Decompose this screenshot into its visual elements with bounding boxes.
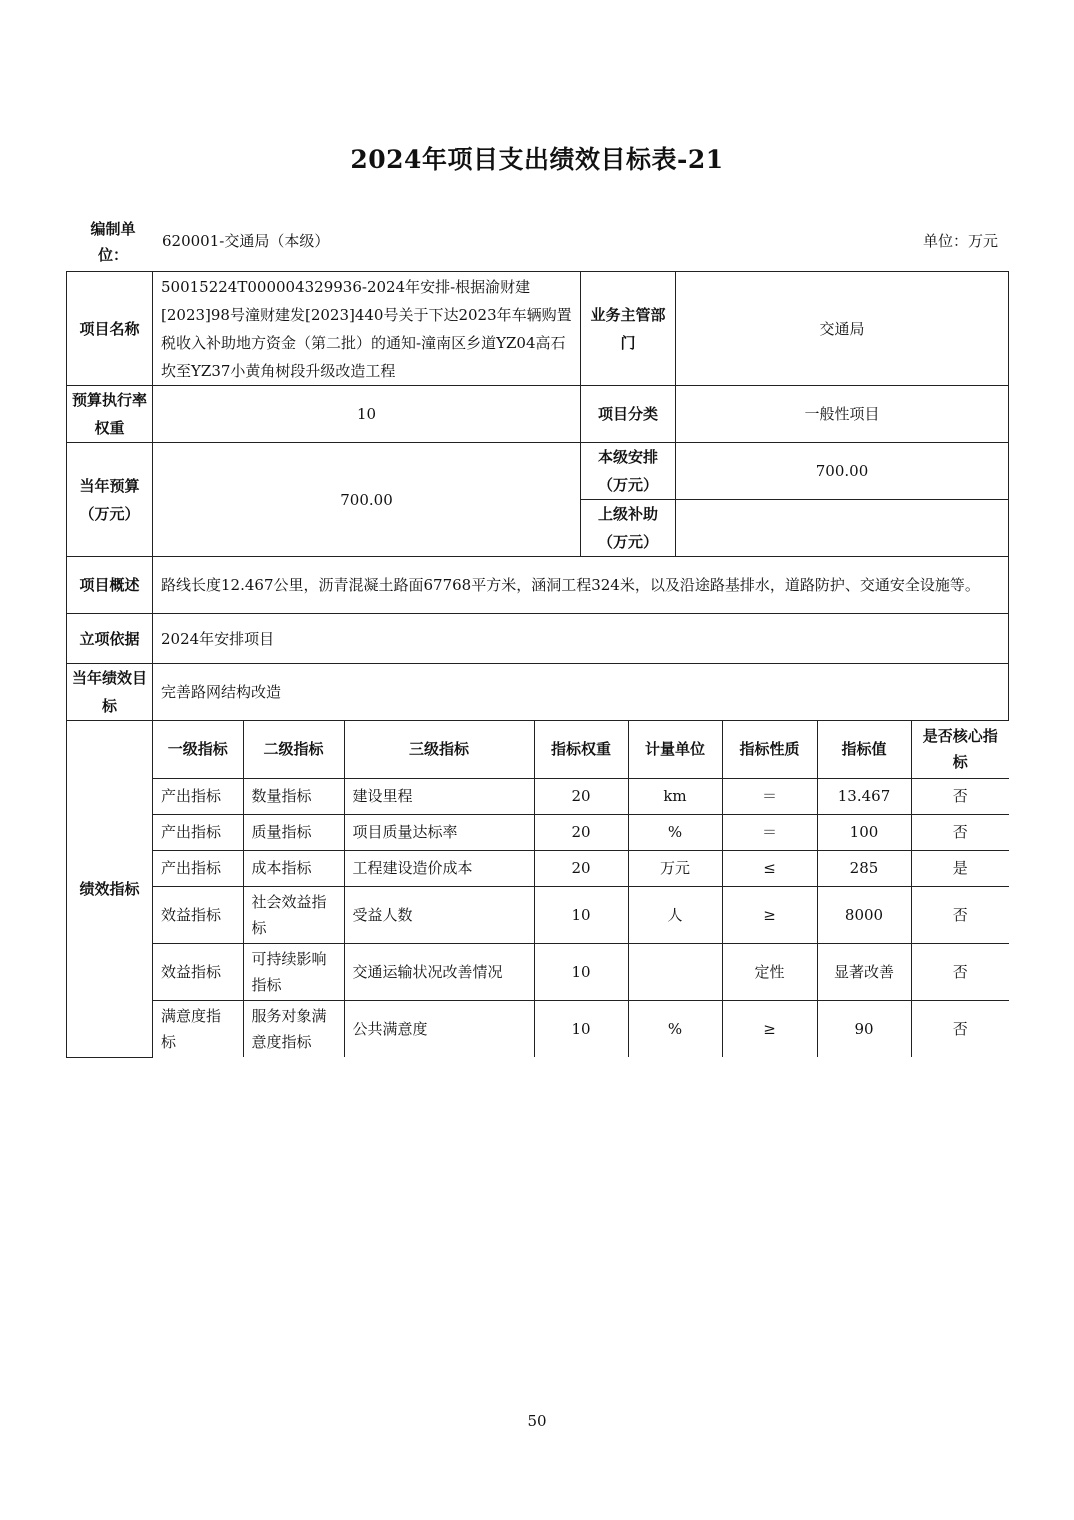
weight-cell: 10	[534, 1000, 628, 1057]
level2-cell: 质量指标	[243, 814, 344, 850]
value-cell: 90	[817, 1000, 911, 1057]
nature-cell: ≤	[722, 850, 817, 886]
upper-funding-value	[676, 500, 1009, 557]
category-label: 项目分类	[581, 386, 676, 443]
nature-cell: ＝	[722, 778, 817, 814]
weight-label: 预算执行率权重	[67, 386, 153, 443]
indicators-table	[153, 721, 1009, 1057]
local-funding-label: 本级安排（万元）	[581, 443, 676, 500]
value-cell: 8000	[817, 886, 911, 943]
value-cell: 显著改善	[817, 943, 911, 1000]
upper-funding-label: 上级补助（万元）	[581, 500, 676, 557]
level3-cell: 受益人数	[344, 886, 534, 943]
table-row	[153, 1000, 1009, 1057]
level2-cell: 社会效益指标	[243, 886, 344, 943]
weight-cell: 10	[534, 886, 628, 943]
level1-cell: 产出指标	[153, 778, 243, 814]
level1-cell: 效益指标	[153, 886, 243, 943]
overview-label: 项目概述	[67, 557, 153, 614]
performance-table	[66, 271, 1009, 1058]
category-value: 一般性项目	[676, 386, 1009, 443]
header-level3: 三级指标	[344, 721, 534, 778]
level1-cell: 产出指标	[153, 850, 243, 886]
project-name-label: 项目名称	[67, 272, 153, 386]
unit-cell: %	[628, 814, 722, 850]
unit-label: 编制单位：	[90, 220, 136, 264]
header-value: 指标值	[817, 721, 911, 778]
currency-unit: 单位：万元	[922, 232, 998, 250]
project-name-value: 50015224T000004329936-2024年安排-根据渝财建[2023]98号潼财建发[2023]440号关于下达2023年车辆购置税收入补助地方资金（第二批）的通知-潼南区乡道YZ04高石坎至YZ37小黄角树段升级改造工程	[153, 272, 581, 386]
basis-label: 立项依据	[67, 614, 153, 664]
goal-label: 当年绩效目标	[67, 664, 153, 721]
basis-value: 2024年安排项目	[153, 614, 1009, 664]
unit-cell: 万元	[628, 850, 722, 886]
level3-cell: 项目质量达标率	[344, 814, 534, 850]
header-row	[66, 216, 1008, 270]
overview-value: 路线长度12.467公里，沥青混凝土路面67768平方米，涵洞工程324米，以及沿途路基排水，道路防护、交通安全设施等。	[153, 557, 1009, 614]
level2-cell: 可持续影响指标	[243, 943, 344, 1000]
level2-cell: 服务对象满意度指标	[243, 1000, 344, 1057]
level3-cell: 交通运输状况改善情况	[344, 943, 534, 1000]
nature-cell: ≥	[722, 886, 817, 943]
table-row	[153, 778, 1009, 814]
core-cell: 否	[911, 886, 1009, 943]
table-row	[153, 850, 1009, 886]
level3-cell: 公共满意度	[344, 1000, 534, 1057]
goal-value: 完善路网结构改造	[153, 664, 1009, 721]
weight-cell: 20	[534, 778, 628, 814]
core-cell: 否	[911, 814, 1009, 850]
value-cell: 285	[817, 850, 911, 886]
unit-value: 620001-交通局（本级）	[162, 232, 330, 250]
local-funding-value: 700.00	[676, 443, 1009, 500]
nature-cell: ≥	[722, 1000, 817, 1057]
core-cell: 否	[911, 778, 1009, 814]
weight-cell: 10	[534, 943, 628, 1000]
dept-value: 交通局	[676, 272, 1009, 386]
nature-cell: 定性	[722, 943, 817, 1000]
core-cell: 否	[911, 943, 1009, 1000]
weight-cell: 20	[534, 814, 628, 850]
value-cell: 100	[817, 814, 911, 850]
level2-cell: 成本指标	[243, 850, 344, 886]
header-nature: 指标性质	[722, 721, 817, 778]
core-cell: 否	[911, 1000, 1009, 1057]
nature-cell: ＝	[722, 814, 817, 850]
table-row	[153, 943, 1009, 1000]
level3-cell: 建设里程	[344, 778, 534, 814]
level3-cell: 工程建设造价成本	[344, 850, 534, 886]
dept-label: 业务主管部门	[581, 272, 676, 386]
weight-cell: 20	[534, 850, 628, 886]
budget-value: 700.00	[153, 443, 581, 557]
header-unit: 计量单位	[628, 721, 722, 778]
unit-cell: %	[628, 1000, 722, 1057]
indicators-cell	[153, 721, 1009, 1058]
unit-cell: 人	[628, 886, 722, 943]
header-level2: 二级指标	[243, 721, 344, 778]
page-title: 2024年项目支出绩效目标表-21	[350, 145, 724, 174]
indicators-label: 绩效指标	[67, 721, 153, 1058]
level1-cell: 满意度指标	[153, 1000, 243, 1057]
level1-cell: 产出指标	[153, 814, 243, 850]
core-cell: 是	[911, 850, 1009, 886]
header-level1: 一级指标	[153, 721, 243, 778]
table-row	[153, 814, 1009, 850]
page-number: 50	[527, 1412, 547, 1430]
unit-cell	[628, 943, 722, 1000]
table-row	[153, 886, 1009, 943]
header-core: 是否核心指标	[911, 721, 1009, 778]
unit-cell: km	[628, 778, 722, 814]
budget-label: 当年预算（万元）	[67, 443, 153, 557]
level2-cell: 数量指标	[243, 778, 344, 814]
header-weight: 指标权重	[534, 721, 628, 778]
value-cell: 13.467	[817, 778, 911, 814]
weight-value: 10	[153, 386, 581, 443]
level1-cell: 效益指标	[153, 943, 243, 1000]
